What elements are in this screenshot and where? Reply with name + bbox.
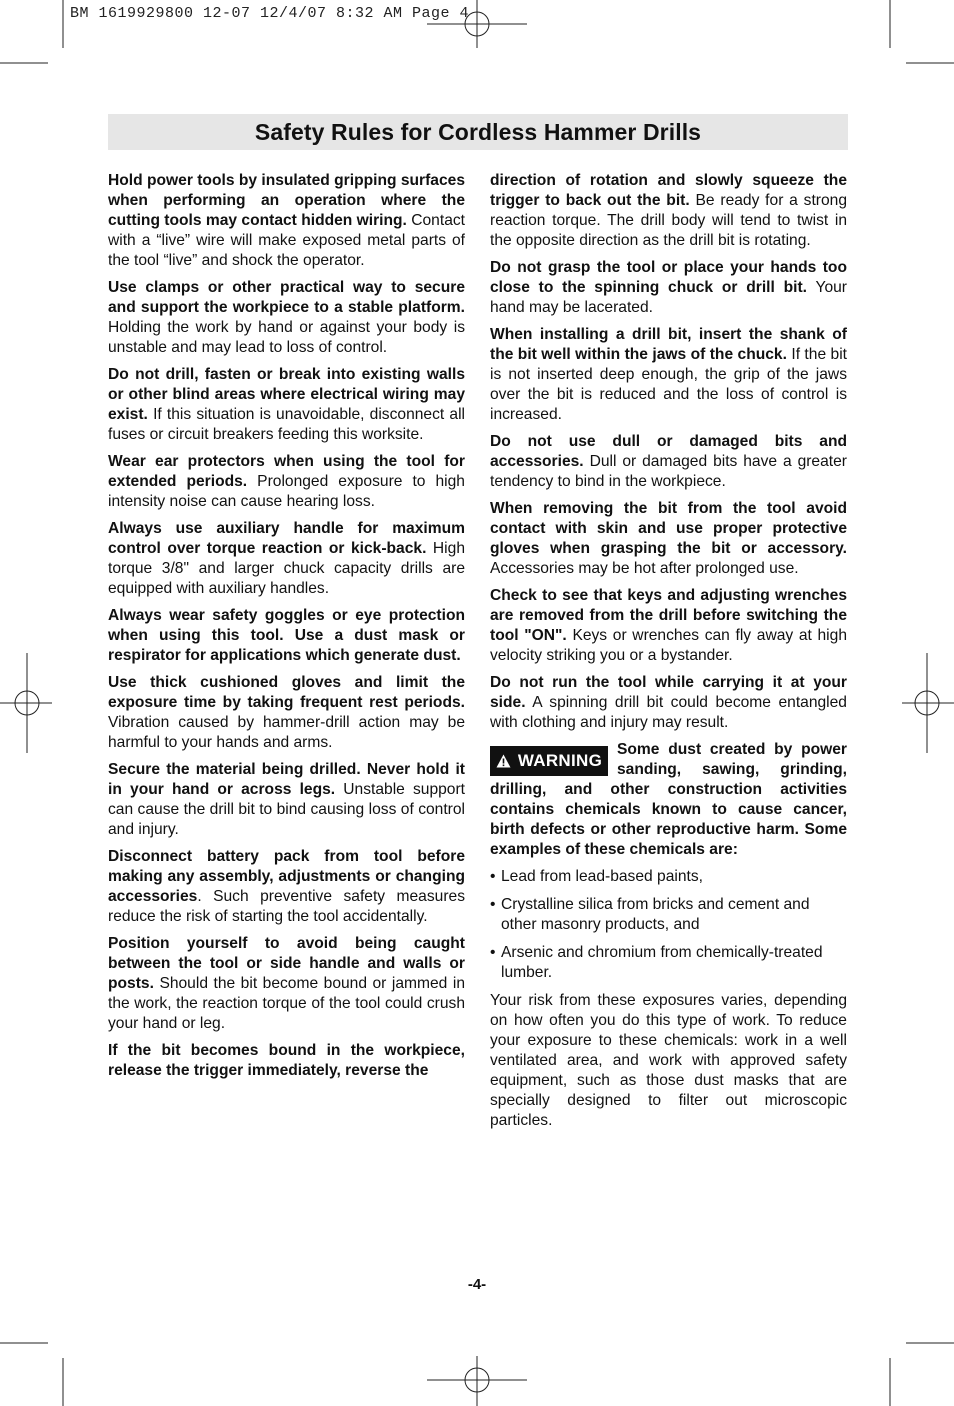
rule-heading: When removing the bit from the tool avoid contact with skin and use proper protective gloves when grasping the bit or accessory. [490, 500, 847, 557]
safety-rule [108, 673, 465, 753]
page-title: Safety Rules for Cordless Hammer Drills [254, 118, 702, 145]
rule-heading: When installing a drill bit, insert the shank of the bit well within the jaws of the chuck. [490, 326, 847, 363]
list-item: • Crystalline silica from bricks and cement and other masonry products, and [490, 895, 847, 935]
rule-text: Dull or damaged bits have a greater tendency to bind in the workpiece. [490, 453, 847, 490]
rule-heading: Do not use dull or damaged bits and accessories. [490, 433, 847, 470]
left-column [108, 171, 465, 1088]
rule-text: Should the bit become bound or jammed in the work, the reaction torque of the tool could crush your hand or leg. [108, 975, 465, 1032]
safety-rule [490, 432, 847, 492]
rule-heading: Wear ear protectors when using the tool for extended periods. [108, 453, 465, 490]
safety-rule [490, 258, 847, 318]
safety-rule [108, 934, 465, 1034]
safety-rule [108, 452, 465, 512]
safety-rule [490, 499, 847, 579]
rule-text: Keys or wrenches can fly away at high velocity striking you or a bystander. [490, 627, 847, 664]
print-slug-header: BM 1619929800 12-07 12/4/07 8:32 AM Page 4 [70, 5, 470, 22]
rule-text: Be ready for a strong reaction torque. The drill body will tend to twist in the opposite direction as the drill bit is rotating. [490, 192, 848, 249]
rule-heading: Always use auxiliary handle for maximum control over torque reaction or kick-back. [108, 520, 465, 557]
rule-heading: direction of rotation and slowly squeeze the trigger to back out the bit. [490, 172, 847, 209]
safety-rule [490, 171, 847, 251]
title-band [108, 114, 848, 150]
rule-heading: Position yourself to avoid being caught between the tool or side handle and walls or posts. [108, 935, 465, 992]
rule-text: . Such preventive safety measures reduce the risk of starting the tool accidentally. [108, 888, 465, 925]
safety-rule [108, 519, 465, 599]
warning-triangle-icon [496, 754, 511, 768]
rule-text: High torque 3/8" and larger chuck capacity drills are equipped with auxiliary handles. [108, 540, 465, 597]
registration-mark-right [902, 653, 954, 753]
rule-heading: Disconnect battery pack from tool before making any assembly, adjustments or changing accessories [108, 848, 465, 905]
list-item: • Lead from lead-based paints, [490, 867, 847, 887]
rule-text: Contact with a “live” wire will make exposed metal parts of the tool “live” and shock the operator. [108, 212, 465, 269]
list-item: • Arsenic and chromium from chemically-treated lumber. [490, 943, 847, 983]
rule-heading: Use thick cushioned gloves and limit the exposure time by taking frequent rest periods. [108, 674, 465, 711]
exposure-note: Your risk from these exposures varies, depending on how often you do this type of work. To reduce your exposure to these chemicals: work in a well ventilated area, and work with approved safety equipment, such as those dust masks that are specially designed to filter out microscopic particles. [490, 992, 847, 1129]
safety-rule [490, 325, 847, 425]
safety-rule [108, 278, 465, 358]
rule-text: Vibration caused by hammer-drill action may be harmful to your hands and arms. [108, 714, 465, 751]
safety-rule [108, 847, 465, 927]
rule-heading: Always wear safety goggles or eye protection when using this tool. Use a dust mask or respirator for applications which generate dust. [108, 607, 465, 664]
registration-mark-bottom [427, 1356, 527, 1406]
rule-heading: Do not grasp the tool or place your hands too close to the spinning chuck or drill bit. [490, 259, 847, 296]
rule-heading: Hold power tools by insulated gripping surfaces when performing an operation where the cutting tools may contact hidden wiring. [108, 172, 465, 229]
rule-text: If the bit is not inserted deep enough, the grip of the jaws over the bit is reduced and the loss of control is increased. [490, 346, 847, 423]
safety-rule [108, 606, 465, 666]
rule-text: A spinning drill bit could become entangled with clothing and injury may result. [490, 694, 847, 731]
right-column [490, 171, 847, 1138]
safety-rule [490, 586, 847, 666]
rule-text: Unstable support can cause the drill bit to bind causing loss of control and injury. [108, 781, 465, 838]
rule-heading: Do not run the tool while carrying it at your side. [490, 674, 847, 711]
rule-heading: Secure the material being drilled. Never hold it in your hand or across legs. [108, 761, 465, 798]
rule-text: If this situation is unavoidable, disconnect all fuses or circuit breakers feeding this worksite. [108, 406, 465, 443]
rule-text: Holding the work by hand or against your body is unstable and may lead to loss of control. [108, 319, 465, 356]
rule-heading: Use clamps or other practical way to secure and support the workpiece to a stable platform. [108, 279, 465, 316]
rule-text: Prolonged exposure to high intensity noise can cause hearing loss. [108, 473, 465, 510]
warning-label: WARNING [517, 751, 603, 770]
rule-heading: Check to see that keys and adjusting wrenches are removed from the drill before switching the tool "ON". [490, 587, 847, 644]
safety-rule [490, 673, 847, 733]
page-number: -4- [467, 1276, 487, 1293]
registration-mark-left [0, 653, 52, 753]
warning-block [490, 740, 847, 867]
rule-text: Accessories may be hot after prolonged use. [490, 560, 799, 577]
safety-rule [108, 365, 465, 445]
chemical-list [490, 867, 847, 983]
warning-badge [490, 746, 608, 776]
safety-rule [108, 760, 465, 840]
rule-heading: Do not drill, fasten or break into existing walls or other blind areas where electrical wiring may exist. [108, 366, 465, 423]
safety-rule [108, 171, 465, 271]
rule-heading: If the bit becomes bound in the workpiece, release the trigger immediately, reverse the [108, 1042, 465, 1079]
safety-rule [108, 1041, 465, 1081]
rule-text: Your hand may be lacerated. [490, 279, 847, 316]
warning-statement: Some dust created by power sanding, sawing, grinding, drilling, and other construction activities contains chemicals known to cause cancer, birth defects or other reproductive harm. Some examples of these chemicals are: [490, 741, 847, 858]
